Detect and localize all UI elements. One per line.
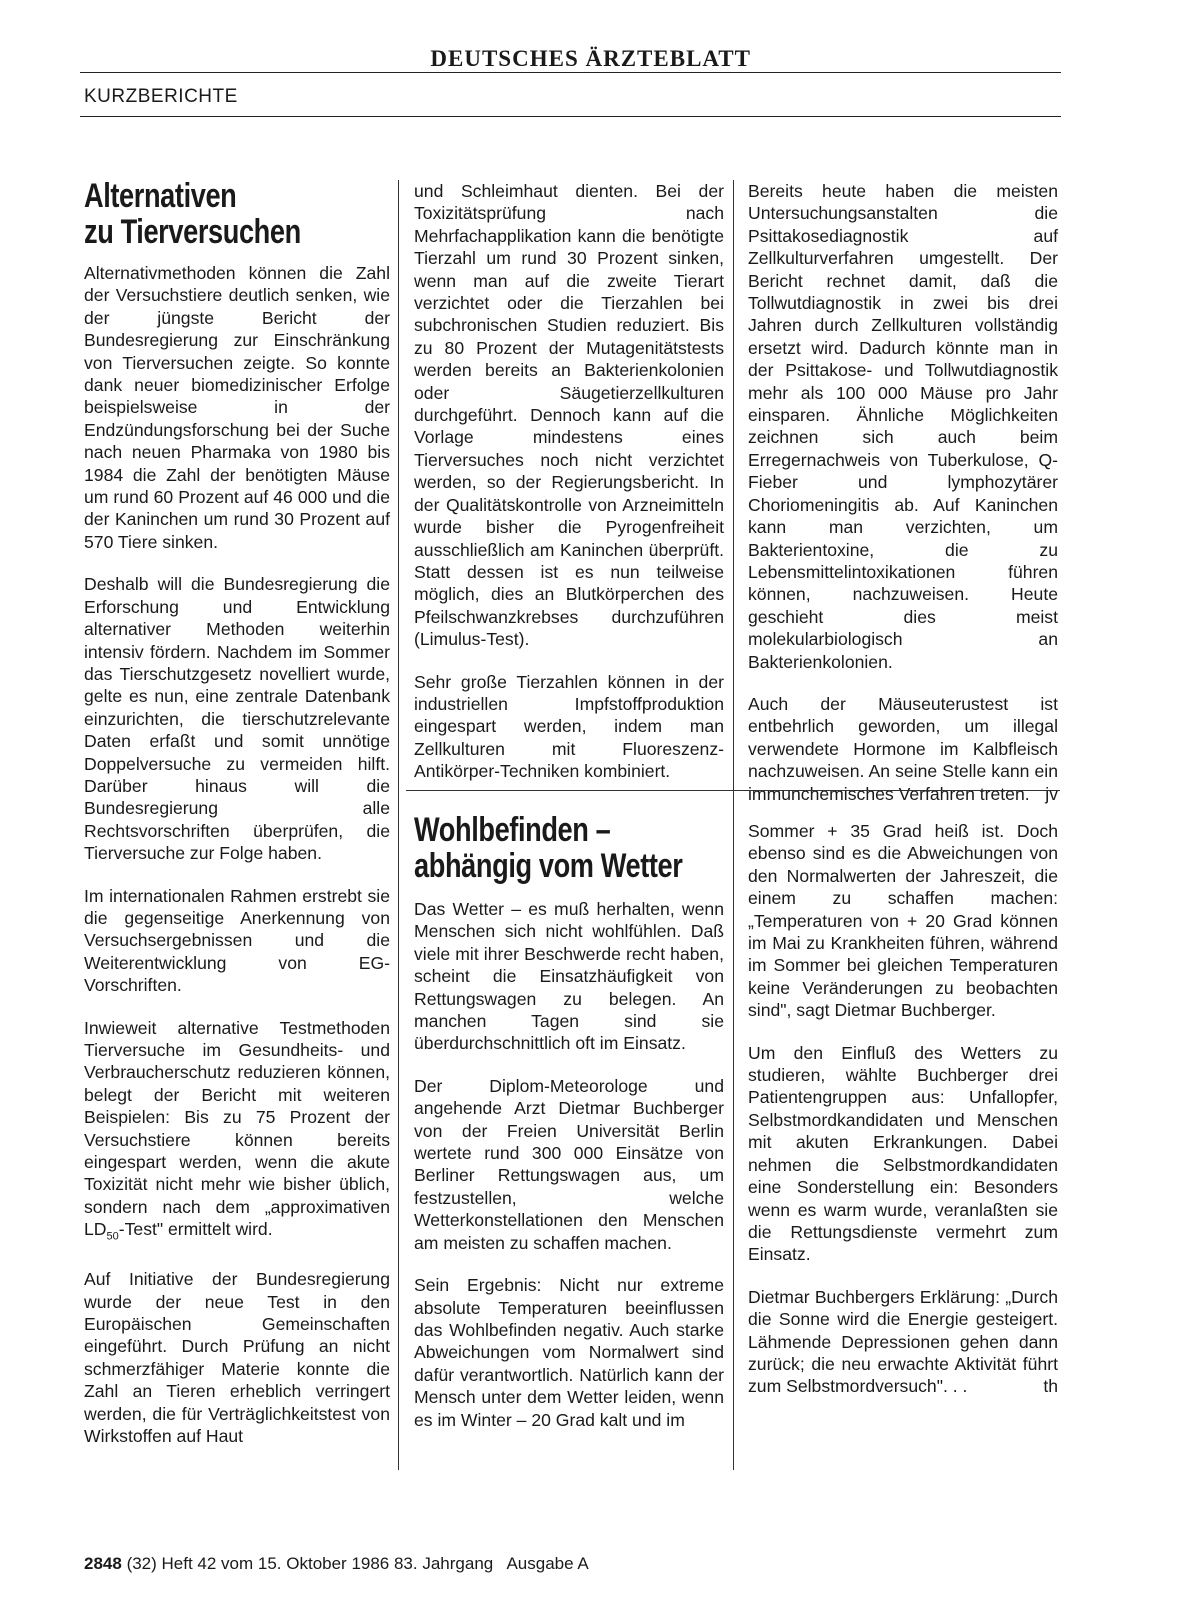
article1-title-line2: zu Tierversuchen [84, 213, 301, 251]
paragraph: Auf Initiative der Bundesregierung wurde der neue Test in den Europäischen Gemeinschaften eingeführt. Durch Prüfung an nicht schmerzfähiger Materie konnte die Zahl an Tieren erheblich verringert werden, die für Verträglichkeitstest von Wirkstoffen auf Haut [84, 1269, 390, 1447]
article1-column3 [748, 180, 1058, 825]
article2-column2 [414, 812, 724, 1451]
paragraph [748, 1286, 1058, 1398]
column-divider [398, 180, 399, 1470]
paragraph: und Schleimhaut dienten. Bei der Toxizitätsprüfung nach Mehrfachapplikation kann die benötigte Tierzahl um rund 30 Prozent sinken, wenn man auf die zweite Tierart verzichtet oder die Tierzahlen bei subchronischen Studien reduziert. Bis zu 80 Prozent der Mutagenitätstests werden bereits an Bakterienkolonien oder Säugetierzellkulturen durchgeführt. Dennoch kann auf die Vorlage mindestens eines Tierversuches noch nicht verzichtet werden, so der Regierungsbericht. In der Qualitätskontrolle von Arzneimitteln wurde bisher die Pyrogenfreiheit ausschließlich am Kaninchen überprüft. Statt dessen ist es nun teilweise möglich, dies an Blutkörperchen des Pfeilschwanzkrebses durchzuführen (Limulus-Test). [414, 181, 724, 650]
paragraph: Im internationalen Rahmen erstrebt sie die gegenseitige Anerkennung von Versuchsergebnissen und die Weiterentwicklung von EG-Vorschriften. [84, 885, 390, 996]
article2-title [414, 812, 724, 898]
paragraph: Sehr große Tierzahlen können in der industriellen Impfstoffproduktion eingespart werden, indem man Zellkulturen mit Fluoreszenz-Antikörper-Techniken kombiniert. [414, 671, 724, 782]
masthead-rule [80, 72, 1061, 73]
article2-title-line1: Wohlbefinden – [414, 811, 611, 849]
text: -Test" ermittelt wird. [118, 1219, 273, 1240]
author-signature: th [1043, 1376, 1058, 1397]
text: Auch der Mäuseuterustest ist entbehrlich geworden, um illegal verwendete Hormone im Kalbfleisch nachzuweisen. An seine Stelle kann ein immunchemisches Verfahren treten. [748, 693, 1058, 804]
article1-column2 [414, 180, 724, 803]
article1-title [84, 178, 390, 262]
paragraph: Der Diplom-Meteorologe und angehende Arzt Dietmar Buchberger von der Freien Universität Berlin wertete rund 300 000 Einsätze von Berliner Rettungswagen aus, um festzustellen, welche Wetterkonstellationen den Menschen am meisten zu schaffen machen. [414, 1075, 724, 1253]
paragraph: Alternativmethoden können die Zahl der Versuchstiere deutlich senken, wie der jüngste Bericht der Bundesregierung zur Einschränkung von Tierversuchen zeigte. So konnte dank neuer biomedizinischer Erfolge beispielsweise in der Endzündungsforschung bei der Suche nach neuen Pharmaka von 1980 bis 1984 die Zahl der benötigten Mäuse um rund 60 Prozent auf 46 000 und die der Kaninchen um rund 30 Prozent auf 570 Tiere sinken. [84, 263, 390, 552]
subscript: 50 [106, 1230, 119, 1243]
article1-title-line1: Alternativen [84, 177, 237, 215]
section-label: KURZBERICHTE [84, 86, 238, 107]
issue-info: (32) Heft 42 vom 15. Oktober 1986 83. Jahrgang Ausgabe A [126, 1554, 589, 1573]
article1-column1 [84, 178, 390, 1467]
article2-title-line2: abhängig vom Wetter [414, 847, 683, 885]
page-footer [84, 1554, 589, 1574]
article-separator [406, 790, 1060, 791]
page-number: 2848 [84, 1554, 122, 1573]
section-rule [80, 116, 1061, 117]
paragraph: Bereits heute haben die meisten Untersuchungsanstalten die Psittakosediagnostik auf Zellkulturverfahren umgestellt. Der Bericht rechnet damit, daß die Tollwutdiagnostik in zwei bis drei Jahren durch Zellkulturen vollständig ersetzt wird. Dadurch könnte man in der Psittakose- und Tollwutdiagnostik mehr als 100 000 Mäuse pro Jahr einsparen. Ähnliche Möglichkeiten zeichnen sich auch beim Erregernachweis von Tuberkulose, Q-Fieber und lymphozytärer Choriomeningitis ab. Auf Kaninchen kann man verzichten, um Bakterientoxine, die zu Lebensmittelintoxikationen führen können, nachzuweisen. Heute geschieht dies meist molekularbiologisch an Bakterienkolonien. [748, 181, 1058, 672]
author-signature: jv [1045, 783, 1058, 804]
paragraph: Sommer + 35 Grad heiß ist. Doch ebenso sind es die Abweichungen von den Normalwerten der Jahreszeit, die einem zu schaffen machen: „Temperaturen von + 20 Grad können im Mai zu Krankheiten führen, während im Sommer bei gleichen Temperaturen keine Veränderungen zu beobachten sind", sagt Dietmar Buchberger. [748, 821, 1058, 1021]
text: Dietmar Buchbergers Erklärung: „Durch die Sonne wird die Energie gesteigert. Lähmende Depressionen gehen dann zurück; die neu erwachte Aktivität führt zum Selbstmordversuch". . . [748, 1286, 1058, 1397]
paragraph [748, 693, 1058, 805]
paragraph [84, 1017, 390, 1249]
paragraph: Um den Einfluß des Wetters zu studieren, wählte Buchberger drei Patientengruppen aus: Unfallopfer, Selbstmordkandidaten und Menschen mit akuten Erkrankungen. Dabei nehmen die Selbstmordkandidaten eine Sonderstellung ein: Besonders wenn es warm wurde, veranlaßten sie die Rettungsdienste vermehrt zum Einsatz. [748, 1042, 1058, 1265]
masthead: DEUTSCHES ÄRZTEBLATT [430, 46, 751, 71]
article2-column3 [748, 820, 1058, 1418]
column-divider [733, 180, 734, 1470]
paragraph: Sein Ergebnis: Nicht nur extreme absolute Temperaturen beeinflussen das Wohlbefinden negativ. Auch starke Abweichungen vom Normalwert sind dafür verantwortlich. Natürlich kann der Mensch unter dem Wetter leiden, wenn es im Winter – 20 Grad kalt und im [414, 1275, 724, 1430]
paragraph: Das Wetter – es muß herhalten, wenn Menschen sich nicht wohlfühlen. Daß viele mit ihrer Beschwerde recht haben, scheint die Einsatzhäufigkeit von Rettungswagen zu belegen. An manchen Tagen sind sie überdurchschnittlich oft im Einsatz. [414, 899, 724, 1054]
paragraph: Deshalb will die Bundesregierung die Erforschung und Entwicklung alternativer Methoden weiterhin intensiv fördern. Nachdem im Sommer das Tierschutzgesetz novelliert wurde, gelte es nun, eine zentrale Datenbank einzurichten, die tierschutzrelevante Daten erfaßt und somit unnötige Doppelversuche zu vermeiden hilft. Darüber hinaus will die Bundesregierung alle Rechtsvorschriften überprüfen, die Tierversuche zur Folge haben. [84, 574, 390, 864]
text: Inwieweit alternative Testmethoden Tierversuche im Gesundheits- und Verbraucherschutz reduzieren können, belegt der Bericht mit weiteren Beispielen: Bis zu 75 Prozent der Versuchstiere können bereits eingespart werden, wenn die akute Toxizität nicht mehr wie bisher üblich, sondern nach dem „approximativen LD [84, 1017, 390, 1240]
